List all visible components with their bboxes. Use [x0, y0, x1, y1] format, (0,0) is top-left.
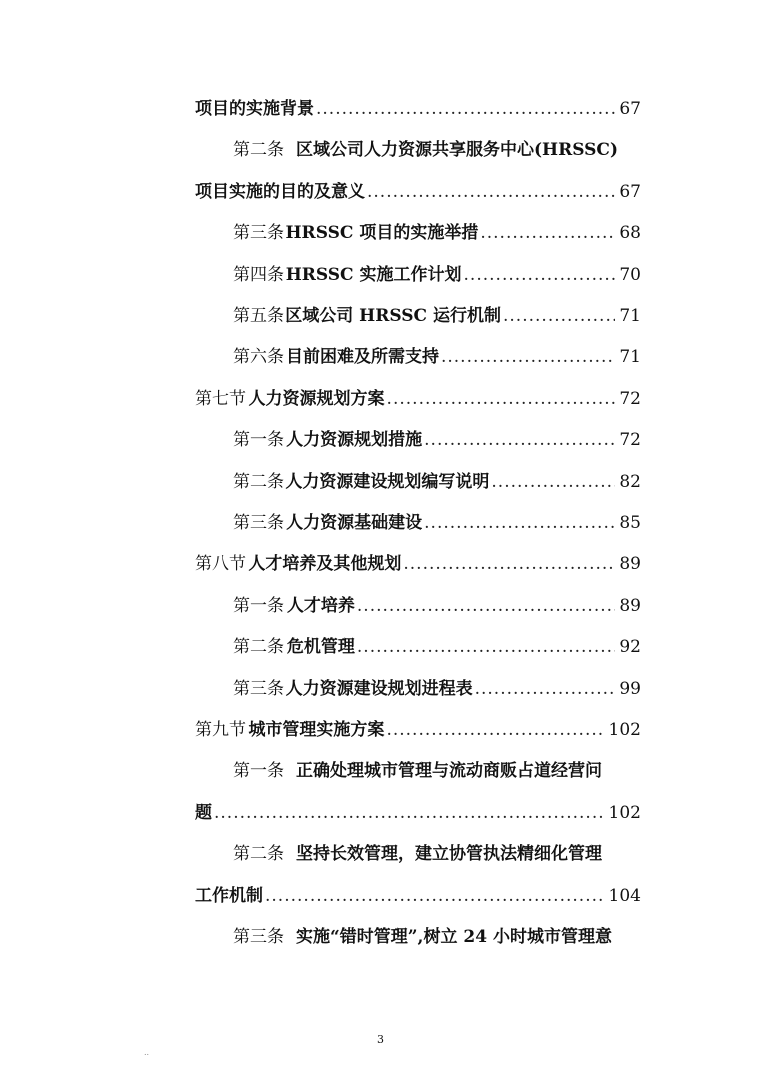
- toc-entry[interactable]: [195, 632, 641, 662]
- toc-entry[interactable]: [195, 177, 641, 207]
- toc-entry-page: 67: [619, 99, 641, 119]
- toc-entry[interactable]: [195, 94, 641, 124]
- toc-entry-title: 正确处理城市管理与流动商贩占道经营问: [296, 761, 602, 782]
- toc-entry-page: 71: [619, 347, 641, 368]
- dot-leader: [265, 881, 605, 911]
- toc-entry-title: 城市管理实施方案: [248, 720, 385, 740]
- toc-entry-number: 第二条: [233, 140, 284, 161]
- toc-entry[interactable]: [195, 798, 641, 828]
- dot-leader: [503, 301, 615, 331]
- toc-entry-title: 人才培养及其他规划: [248, 554, 402, 575]
- toc-entry-page: 72: [619, 430, 641, 451]
- toc-entry[interactable]: [195, 549, 641, 579]
- toc-entry-number: 第三条: [233, 513, 284, 533]
- toc-entry-page: 89: [619, 595, 641, 616]
- toc-entry-page: 67: [619, 181, 641, 202]
- dot-leader: [316, 94, 615, 124]
- toc-entry-title: 实施“错时管理”,树立 24 小时城市管理意: [296, 927, 612, 947]
- toc-entry-title: 人力资源规划方案: [248, 388, 385, 409]
- toc-entry-number: 第三条: [233, 223, 284, 244]
- page-number: 3: [377, 1033, 384, 1046]
- dot-leader: [475, 674, 616, 704]
- dot-leader: [357, 632, 615, 662]
- toc-entry-page: 85: [619, 513, 641, 533]
- dot-leader: [424, 425, 615, 455]
- toc-entry-page: 72: [619, 388, 641, 409]
- toc-entry[interactable]: [195, 508, 641, 538]
- toc-entry[interactable]: [195, 756, 641, 786]
- toc-entry[interactable]: [195, 674, 641, 704]
- toc-entry-title: HRSSC 实施工作计划: [285, 264, 462, 285]
- toc-entry-number: 第四条: [233, 264, 284, 285]
- toc-entry-title: 人力资源基础建设: [286, 513, 423, 533]
- toc-entry-number: 第一条: [233, 595, 284, 616]
- toc-entry-number: 第三条: [233, 927, 284, 947]
- toc-entry-title: 目前困难及所需支持: [285, 347, 439, 368]
- toc-entry[interactable]: [195, 591, 641, 621]
- toc-entry[interactable]: [195, 301, 641, 331]
- dot-leader: [441, 342, 615, 372]
- toc-entry-number: 第一条: [233, 761, 284, 782]
- dot-leader: [214, 798, 605, 828]
- corner-mark: ..: [144, 1048, 150, 1057]
- toc-entry-title: 人才培养: [286, 595, 355, 616]
- dot-leader: [387, 384, 616, 414]
- toc-entry-title: 区域公司人力资源共享服务中心(HRSSC): [296, 140, 618, 161]
- toc-entry[interactable]: [195, 260, 641, 290]
- toc-entry-title: 项目的实施背景: [195, 99, 314, 119]
- dot-leader: [491, 467, 615, 497]
- toc-entry-number: 第二条: [233, 471, 284, 492]
- toc-entry-title: 人力资源规划措施: [286, 430, 423, 451]
- toc-entry-page: 71: [619, 306, 641, 326]
- dot-leader: [424, 508, 615, 538]
- toc-entry-page: 68: [619, 223, 641, 244]
- toc-entry-page: 102: [608, 720, 641, 740]
- toc-entry-page: 82: [619, 471, 641, 492]
- toc-entry-title: 区域公司 HRSSC 运行机制: [285, 306, 501, 326]
- dot-leader: [464, 260, 616, 290]
- toc-entry-number: 第七节: [195, 388, 246, 409]
- toc-entry-title: 人力资源建设规划进程表: [285, 678, 473, 699]
- toc-entry-number: 第八节: [195, 554, 246, 575]
- toc-entry-number: 第五条: [233, 306, 284, 326]
- toc-entry-page: 89: [619, 554, 641, 575]
- toc-entry-number: 第九节: [195, 720, 246, 740]
- toc-entry-page: 70: [619, 264, 641, 285]
- toc-entry[interactable]: [195, 135, 641, 165]
- toc-entry-title: 危机管理: [286, 637, 355, 658]
- toc-entry-title: 题: [195, 802, 212, 823]
- dot-leader: [386, 715, 604, 745]
- toc-entry-number: 第二条: [233, 637, 284, 658]
- toc-entry-number: 第三条: [233, 678, 284, 699]
- toc-entry-page: 102: [608, 802, 641, 823]
- toc-entry[interactable]: [195, 384, 641, 414]
- toc-entry-page: 92: [619, 637, 641, 658]
- dot-leader: [367, 177, 615, 207]
- toc-entry[interactable]: [195, 342, 641, 372]
- toc-entry[interactable]: [195, 922, 641, 952]
- toc-entry-number: 第二条: [233, 844, 284, 865]
- toc-entry-page: 104: [608, 885, 641, 906]
- toc-entry-title: HRSSC 项目的实施举措: [285, 223, 479, 244]
- toc-entry[interactable]: [195, 425, 641, 455]
- toc-entry-title: 人力资源建设规划编写说明: [285, 471, 490, 492]
- dot-leader: [480, 218, 615, 248]
- toc-entry-number: 第六条: [233, 347, 284, 368]
- toc-entry[interactable]: [195, 881, 641, 911]
- toc-entry-title: 工作机制: [195, 885, 263, 906]
- dot-leader: [403, 549, 615, 579]
- toc-entry[interactable]: [195, 467, 641, 497]
- toc-entry[interactable]: [195, 218, 641, 248]
- toc-entry[interactable]: [195, 715, 641, 745]
- toc-entry-title: 项目实施的目的及意义: [195, 181, 365, 202]
- toc-entry-page: 99: [619, 678, 641, 699]
- dot-leader: [357, 591, 615, 621]
- toc-entry[interactable]: [195, 839, 641, 869]
- toc-entry-title: 坚持长效管理，建立协管执法精细化管理: [296, 844, 602, 865]
- toc-entry-number: 第一条: [233, 430, 284, 451]
